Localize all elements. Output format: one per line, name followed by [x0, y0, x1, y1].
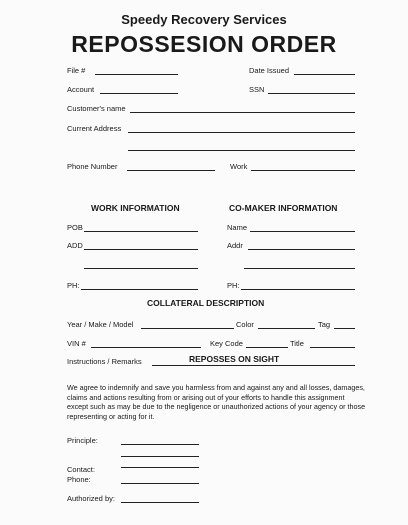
company-name: Speedy Recovery Services — [121, 12, 287, 27]
title-line[interactable] — [310, 347, 355, 348]
contact-label: Contact: — [67, 465, 95, 474]
current-address-line-2[interactable] — [128, 150, 355, 151]
vin-line[interactable] — [91, 347, 201, 348]
principle-line-1[interactable] — [121, 444, 199, 445]
color-line[interactable] — [258, 328, 315, 329]
principle-line-3[interactable] — [121, 467, 199, 468]
tag-label: Tag — [318, 320, 331, 329]
customer-name-label: Customer's name — [67, 104, 126, 113]
year-make-model-label: Year / Make / Model — [67, 320, 134, 329]
indemnity-agreement-text: We agree to indemnify and save you harmless from and against any and all losses, damages, claims and actions resulting from or arising out of your efforts to handle this assignment except such as may be due to the negligence or unauthorized actions of your agency or those representing or acting for it. — [67, 383, 366, 421]
work-label: Work — [230, 162, 248, 171]
comaker-addr-line-1[interactable] — [248, 249, 355, 250]
work-phone-line[interactable] — [251, 170, 355, 171]
date-issued-label: Date Issued — [249, 66, 290, 75]
work-information-heading: WORK INFORMATION — [91, 203, 180, 213]
form-title: REPOSSESION ORDER — [71, 31, 337, 57]
comaker-name-line[interactable] — [250, 231, 355, 232]
pob-line[interactable] — [84, 231, 198, 232]
instructions-label: Instructions / Remarks — [67, 357, 142, 366]
reposses-on-sight-text: REPOSSES ON SIGHT — [189, 354, 280, 364]
collateral-description-heading: COLLATERAL DESCRIPTION — [147, 298, 265, 308]
comaker-ph-line[interactable] — [241, 289, 355, 290]
authorized-by-line[interactable] — [121, 502, 199, 503]
principle-line-2[interactable] — [121, 456, 199, 457]
account-label: Account — [67, 85, 95, 94]
date-issued-line[interactable] — [294, 74, 355, 75]
add-label: ADD — [67, 241, 83, 250]
key-code-line[interactable] — [246, 347, 288, 348]
customer-name-line[interactable] — [130, 112, 355, 113]
file-label: File # — [67, 66, 86, 75]
key-code-label: Key Code — [210, 339, 243, 348]
tag-line[interactable] — [334, 328, 355, 329]
work-ph-line[interactable] — [81, 289, 198, 290]
title-label: Title — [290, 339, 304, 348]
comaker-addr-label: Addr — [227, 241, 243, 250]
file-line[interactable] — [95, 74, 178, 75]
color-label: Color — [236, 320, 254, 329]
ssn-label: SSN — [249, 85, 265, 94]
comaker-ph-label: PH: — [227, 281, 240, 290]
contact-phone-line[interactable] — [121, 483, 199, 484]
add-line-2[interactable] — [84, 268, 198, 269]
comaker-information-heading: CO-MAKER INFORMATION — [229, 203, 338, 213]
comaker-addr-line-2[interactable] — [244, 268, 355, 269]
phone-number-line[interactable] — [127, 170, 215, 171]
vin-label: VIN # — [67, 339, 86, 348]
ssn-line[interactable] — [268, 93, 355, 94]
instructions-line[interactable] — [152, 365, 355, 366]
year-make-model-line[interactable] — [141, 328, 234, 329]
principle-label: Principle: — [67, 436, 98, 445]
work-ph-label: PH: — [67, 281, 80, 290]
phone-label: Phone: — [67, 475, 91, 484]
current-address-line-1[interactable] — [128, 132, 355, 133]
authorized-by-label: Authorized by: — [67, 494, 115, 503]
comaker-name-label: Name — [227, 223, 248, 232]
pob-label: POB — [67, 223, 83, 232]
add-line-1[interactable] — [84, 249, 198, 250]
current-address-label: Current Address — [67, 124, 122, 133]
account-line[interactable] — [100, 93, 178, 94]
phone-number-label: Phone Number — [67, 162, 118, 171]
